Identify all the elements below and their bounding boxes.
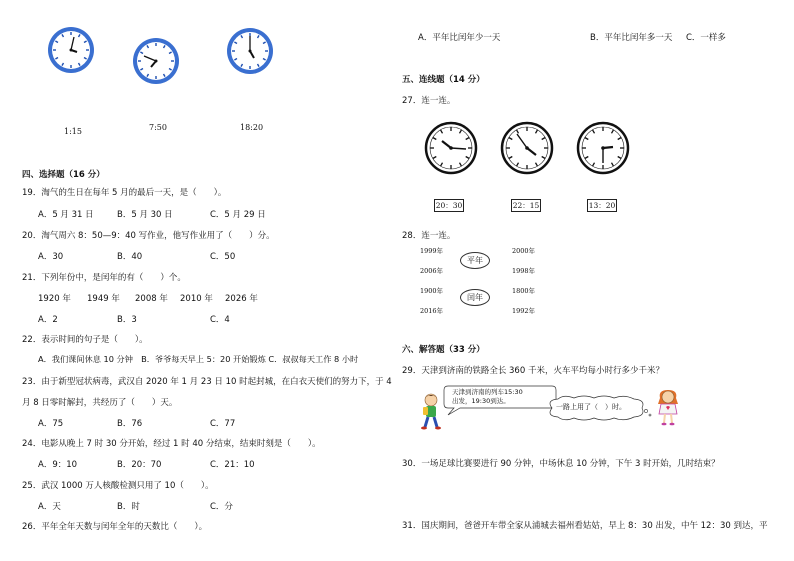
q24-stem: 24．电影从晚上 7 时 30 分开始，经过 1 时 40 分结束，结束时刻是（ ）。 (22, 439, 321, 449)
q21-year-5: 2026 年 (225, 294, 258, 304)
q25-option-c[interactable]: C．分 (210, 502, 233, 512)
blue-clock-3 (225, 26, 275, 76)
time-box-1: 20：30 (435, 201, 463, 210)
black-clock-1 (424, 121, 478, 175)
section4-title: 四、选择题（16 分） (22, 170, 105, 180)
q25-stem: 25．武汉 1000 万人核酸检测只用了 10（ ）。 (22, 481, 214, 491)
time-box-3: 13：20 (588, 201, 616, 210)
q23-stem: 23．由于新型冠状病毒，武汉自 2020 年 1 月 23 日 10 时起封城，在白衣天使们的努力下，于 4 (22, 377, 392, 387)
q19-option-b[interactable]: B．5 月 30 日 (117, 210, 173, 220)
bubble-left-line1: 天津到济南的列车15:30 (452, 388, 523, 396)
bubble-left-line2: 出发，19:30到达。 (452, 397, 510, 405)
q25-option-b[interactable]: B．时 (117, 502, 140, 512)
girl-illustration (656, 388, 680, 426)
bubble-right-text: 一路上用了（ ）时。 (556, 403, 626, 411)
clock-time-2: 7:50 (149, 123, 167, 132)
q23-stem-cont: 月 8 日零时解封，共经历了（ ）天。 (22, 398, 178, 408)
q24-option-b[interactable]: B．20：70 (117, 460, 162, 470)
q26-option-c[interactable]: C．一样多 (686, 33, 726, 43)
q23-option-a[interactable]: A．75 (38, 419, 64, 429)
q21-year-2: 1949 年 (87, 294, 120, 304)
q30-stem: 30．一场足球比赛要进行 90 分钟，中场休息 10 分钟，下午 3 时开始，几时结束？ (402, 459, 720, 469)
q28-right-year-1: 2000年 (512, 247, 536, 255)
q31-stem: 31．国庆期间，爸爸开车带全家从浦城去福州看姑姑，早上 8：30 出发，中午 12：30 到达，平 (402, 521, 768, 531)
time-box-2: 22：15 (512, 201, 540, 210)
q28-left-year-4: 2016年 (420, 307, 444, 315)
q23-option-c[interactable]: C．77 (210, 419, 236, 429)
section5-title: 五、连线题（14 分） (402, 75, 485, 85)
q26-stem: 26．平年全年天数与闰年全年的天数比（ ）。 (22, 522, 208, 532)
q26-option-a[interactable]: A．平年比闰年少一天 (418, 33, 501, 43)
q20-option-b[interactable]: B．40 (117, 252, 143, 262)
q23-option-b[interactable]: B．76 (117, 419, 143, 429)
q28-stem: 28．连一连。 (402, 231, 456, 241)
q28-right-year-4: 1992年 (512, 307, 536, 315)
q22-stem: 22．表示时间的句子是（ ）。 (22, 335, 148, 345)
oval-common-year: 平年 (460, 252, 490, 269)
q28-left-year-1: 1999年 (420, 247, 444, 255)
q26-option-b[interactable]: B．平年比闰年多一天 (590, 33, 673, 43)
q29-stem: 29．天津到济南的铁路全长 360 千米，火车平均每小时行多少千米？ (402, 366, 664, 376)
clock-time-3: 18:20 (240, 123, 264, 132)
q20-option-c[interactable]: C．50 (210, 252, 236, 262)
q28-right-year-3: 1800年 (512, 287, 536, 295)
blue-clock-1 (46, 25, 96, 75)
q21-year-1: 1920 年 (38, 294, 71, 304)
section6-title: 六、解答题（33 分） (402, 345, 485, 355)
q21-stem: 21．下列年份中，是闰年的有（ ）个。 (22, 273, 186, 283)
q21-option-b[interactable]: B．3 (117, 315, 137, 325)
q24-option-c[interactable]: C．21：10 (210, 460, 255, 470)
q21-year-4: 2010 年 (180, 294, 213, 304)
q28-left-year-3: 1900年 (420, 287, 444, 295)
blue-clock-2 (131, 36, 181, 86)
q19-option-c[interactable]: C．5 月 29 日 (210, 210, 266, 220)
q19-option-a[interactable]: A．5 月 31 日 (38, 210, 94, 220)
clock-time-1: 1:15 (64, 127, 82, 136)
q27-stem: 27．连一连。 (402, 96, 456, 106)
q21-year-3: 2008 年 (135, 294, 168, 304)
black-clock-3 (576, 121, 630, 175)
oval-leap-year: 闰年 (460, 289, 490, 306)
black-clock-2 (500, 121, 554, 175)
q19-stem: 19．淘气的生日在每年 5 月的最后一天，是（ ）。 (22, 188, 227, 198)
q21-option-c[interactable]: C．4 (210, 315, 230, 325)
q20-option-a[interactable]: A．30 (38, 252, 64, 262)
q24-option-a[interactable]: A．9：10 (38, 460, 78, 470)
q22-options[interactable]: A．我们课间休息 10 分钟 B．爷爷每天早上 5：20 开始锻炼 C．叔叔每天工作 8 小时 (38, 354, 359, 364)
q28-left-year-2: 2006年 (420, 267, 444, 275)
q25-option-a[interactable]: A．天 (38, 502, 61, 512)
q21-option-a[interactable]: A．2 (38, 315, 58, 325)
q20-stem: 20．淘气周六 8：50—9：40 写作业，他写作业用了（ ）分。 (22, 231, 275, 241)
q28-right-year-2: 1998年 (512, 267, 536, 275)
